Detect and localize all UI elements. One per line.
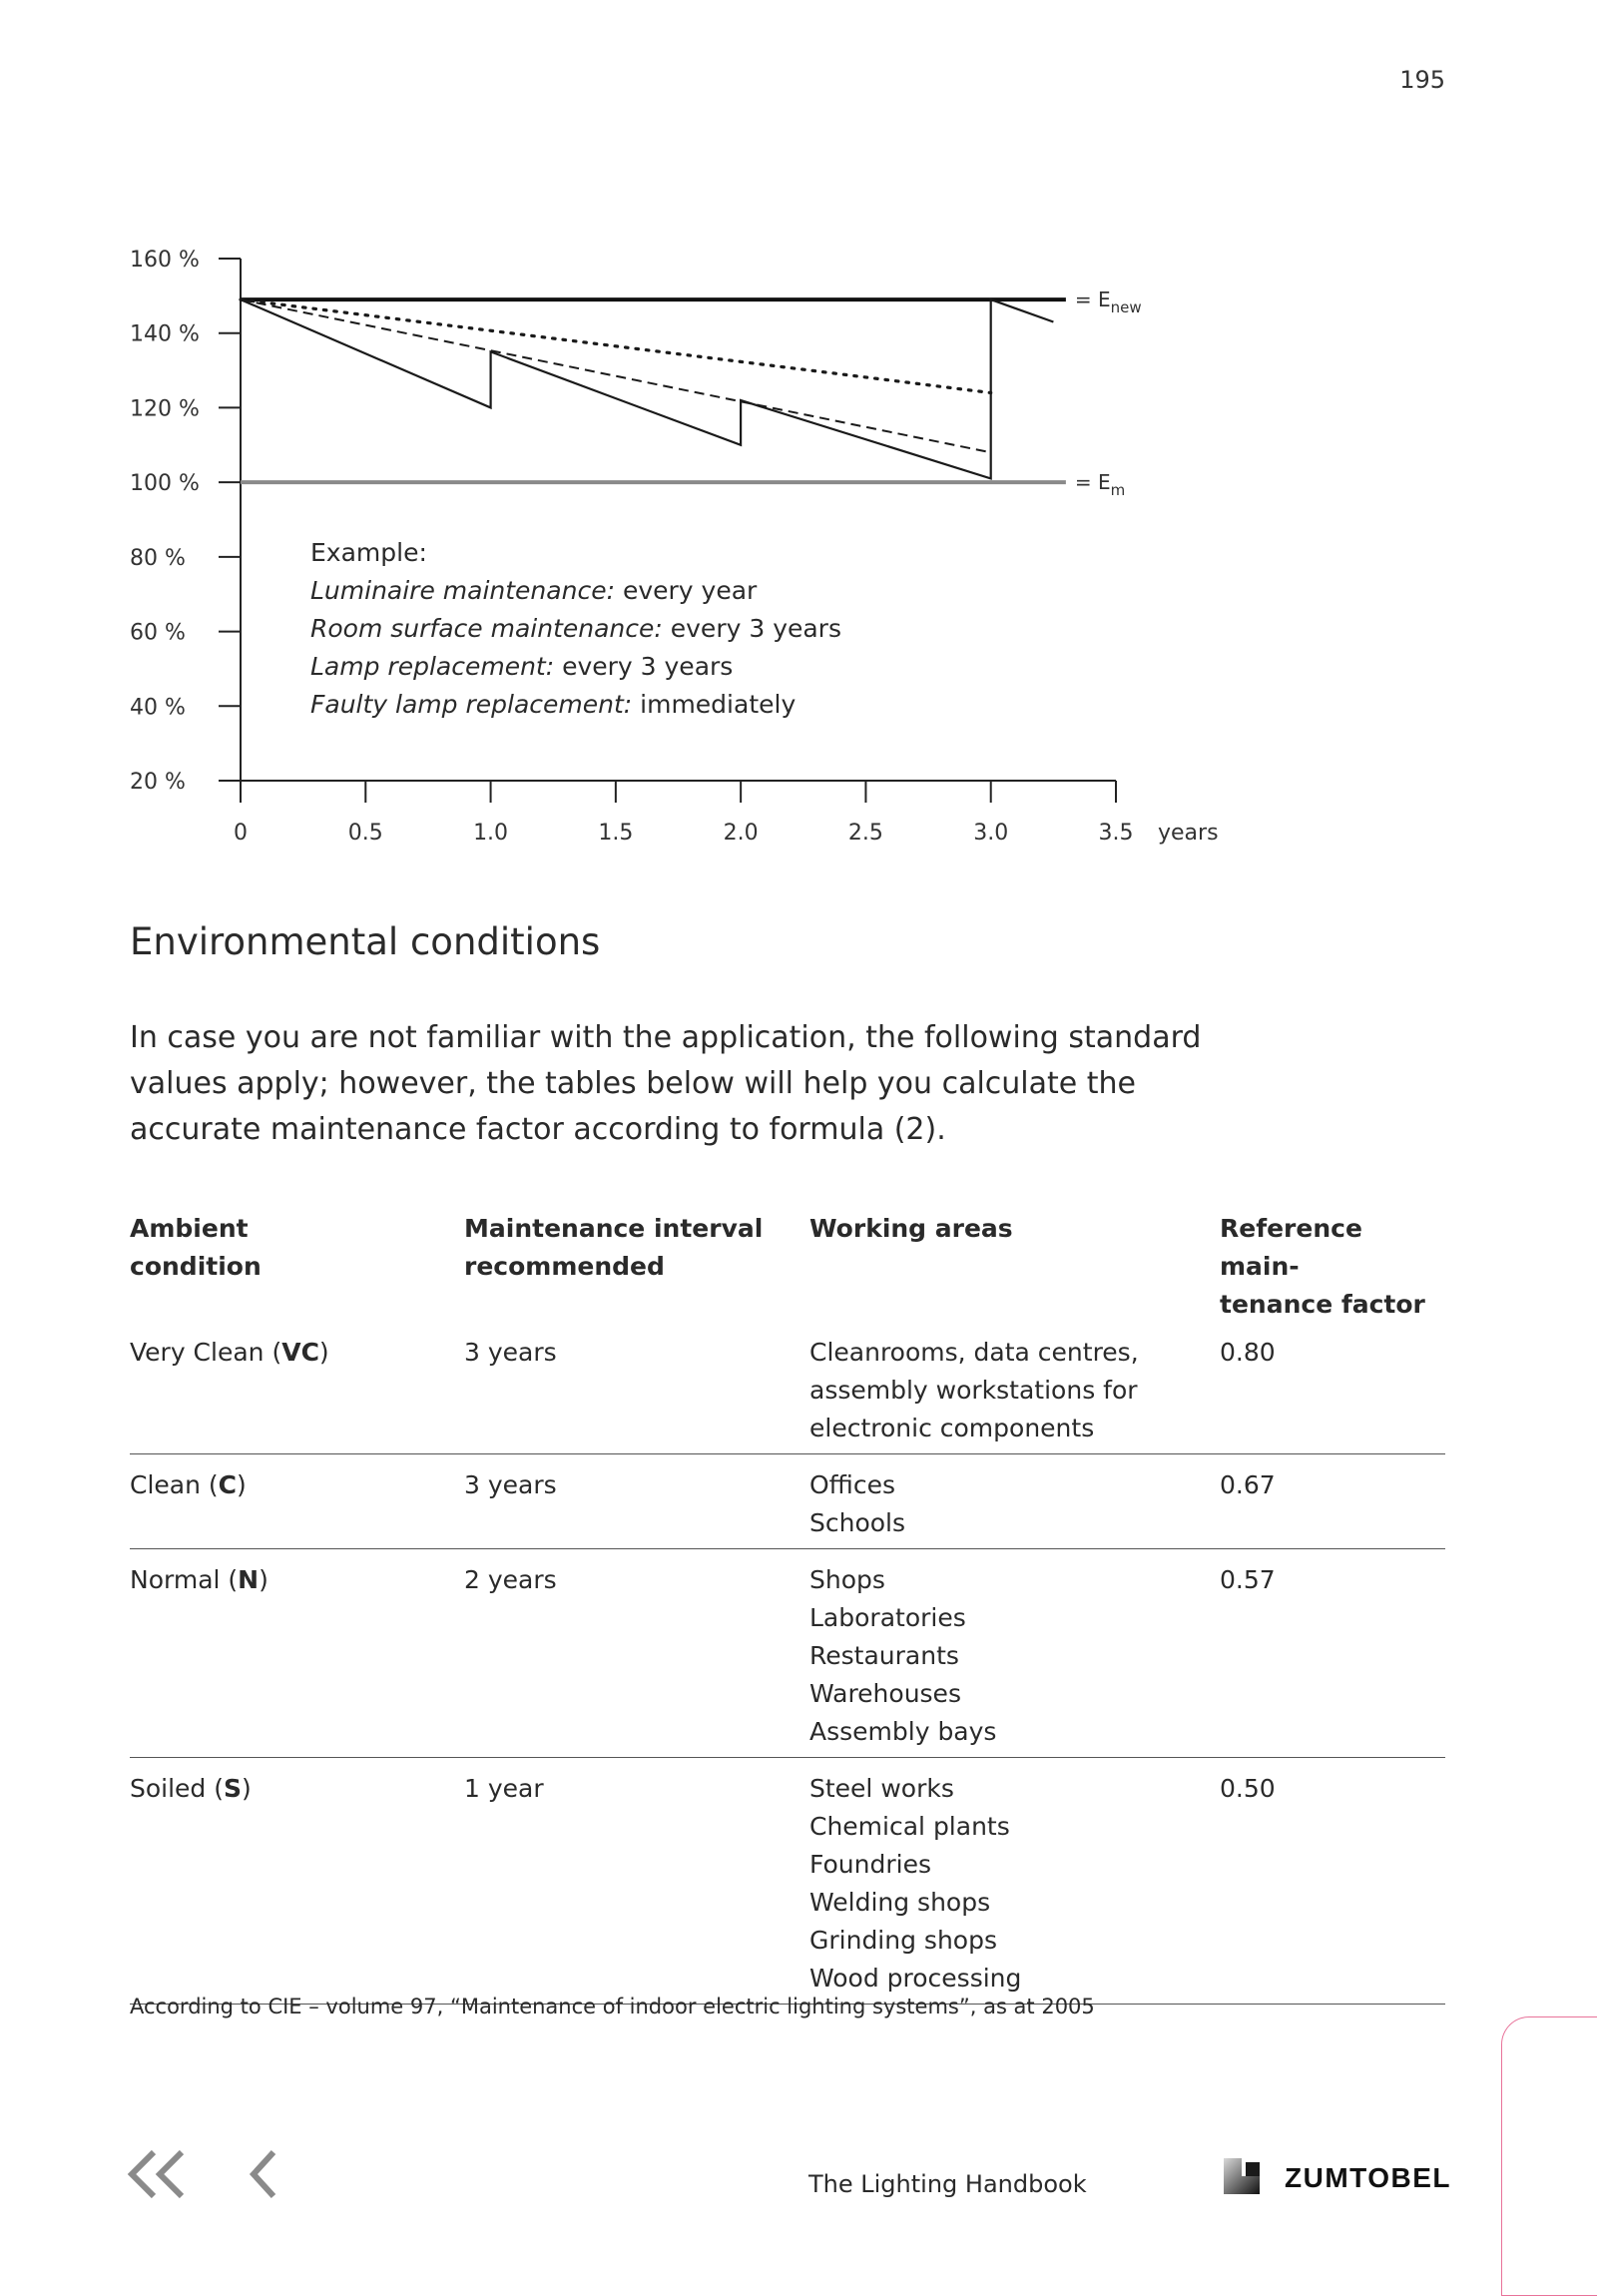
logo-mark-icon <box>1224 2158 1264 2198</box>
y-tick-label: 40 % <box>130 695 186 721</box>
double-chevron-left-icon[interactable] <box>124 2146 190 2202</box>
cell-condition: Clean (C) <box>130 1454 464 1549</box>
annotation-term: Lamp replacement: <box>310 652 555 681</box>
brand-name: ZUMTOBEL <box>1285 2162 1452 2193</box>
table-row <box>130 1454 1445 1549</box>
cell-interval: 3 years <box>464 1454 809 1549</box>
annotation-value: every 3 years <box>662 614 841 643</box>
annotation-term: Faulty lamp replacement: <box>310 690 633 719</box>
table-row <box>130 1549 1445 1758</box>
series-line-dotted <box>241 299 991 392</box>
cell-areas: Offices Schools <box>809 1454 1220 1549</box>
cell-factor: 0.67 <box>1220 1454 1445 1549</box>
header-working-areas: Working areas <box>809 1214 1013 1243</box>
reference-line-label: = $E_m$ <box>1074 470 1126 500</box>
table-header-row <box>130 1210 1445 1334</box>
cell-interval: 3 years <box>464 1334 809 1454</box>
header-reference-factor: Reference main- tenance factor <box>1220 1214 1425 1319</box>
x-tick-label: 3.5 <box>1098 821 1134 846</box>
annotation-value: every year <box>615 576 758 605</box>
cell-factor: 0.57 <box>1220 1549 1445 1758</box>
reference-line-label: = $E_{new}$ <box>1074 287 1142 317</box>
y-tick-label: 20 % <box>130 770 186 795</box>
annotation-value: every 3 years <box>554 652 734 681</box>
cell-condition: Normal (N) <box>130 1549 464 1758</box>
x-tick-label: 0.5 <box>347 821 383 846</box>
x-tick-label: 0 <box>234 821 248 846</box>
annotation-line <box>310 610 841 648</box>
footnote: According to CIE – volume 97, “Maintenance of indoor electric lighting systems”, as at 2005 <box>130 1995 1095 2018</box>
section-title: Environmental conditions <box>130 920 601 963</box>
cell-areas: Steel works Chemical plants Foundries Welding shops Grinding shops Wood processing <box>809 1758 1220 2005</box>
footer-title: The Lighting Handbook <box>808 2170 1087 2198</box>
header-ambient-condition: Ambient condition <box>130 1214 262 1281</box>
x-tick-label: 2.0 <box>723 821 759 846</box>
series-line-dashed <box>241 299 991 452</box>
series-line-solid <box>241 299 1053 478</box>
intro-paragraph: In case you are not familiar with the application, the following standard values apply; however, the tables below will help you calculate the accurate maintenance factor according to formula (2). <box>130 1020 1202 1147</box>
cell-factor: 0.80 <box>1220 1334 1445 1454</box>
cell-interval: 1 year <box>464 1758 809 2005</box>
chevron-left-icon[interactable] <box>244 2146 283 2202</box>
annotation-line <box>310 648 841 686</box>
annotation-term: Room surface maintenance: <box>310 614 663 643</box>
y-tick-label: 120 % <box>130 396 200 422</box>
x-tick-label: 1.5 <box>598 821 634 846</box>
y-tick-label: 100 % <box>130 471 200 497</box>
y-tick-label: 140 % <box>130 321 200 347</box>
x-tick-label: 1.0 <box>473 821 509 846</box>
conditions-table <box>130 1210 1445 2005</box>
x-axis-unit-label: years <box>1158 821 1219 846</box>
zumtobel-logo <box>1224 2158 1453 2198</box>
y-tick-label: 60 % <box>130 620 186 646</box>
table-row <box>130 1758 1445 2005</box>
cell-condition: Soiled (S) <box>130 1758 464 2005</box>
page-corner-tab[interactable] <box>1501 2016 1597 2296</box>
header-maintenance-interval: Maintenance interval recommended <box>464 1214 764 1281</box>
x-tick-label: 2.5 <box>847 821 883 846</box>
x-tick-label: 3.0 <box>973 821 1009 846</box>
y-tick-label: 160 % <box>130 248 200 273</box>
cell-factor: 0.50 <box>1220 1758 1445 2005</box>
annotation-term: Luminaire maintenance: <box>310 576 615 605</box>
cell-interval: 2 years <box>464 1549 809 1758</box>
cell-condition: Very Clean (VC) <box>130 1334 464 1454</box>
cell-areas: Shops Laboratories Restaurants Warehouses Assembly bays <box>809 1549 1220 1758</box>
cell-areas: Cleanrooms, data centres, assembly workstations for electronic components <box>809 1334 1220 1454</box>
annotation-heading: Example: <box>310 538 427 567</box>
maintenance-chart <box>0 0 1597 878</box>
table-row <box>130 1334 1445 1454</box>
annotation-line <box>310 686 841 724</box>
chart-annotation <box>310 534 841 724</box>
annotation-value: immediately <box>632 690 797 719</box>
page-number: 195 <box>1399 66 1445 94</box>
annotation-line <box>310 572 841 610</box>
y-tick-label: 80 % <box>130 545 186 571</box>
